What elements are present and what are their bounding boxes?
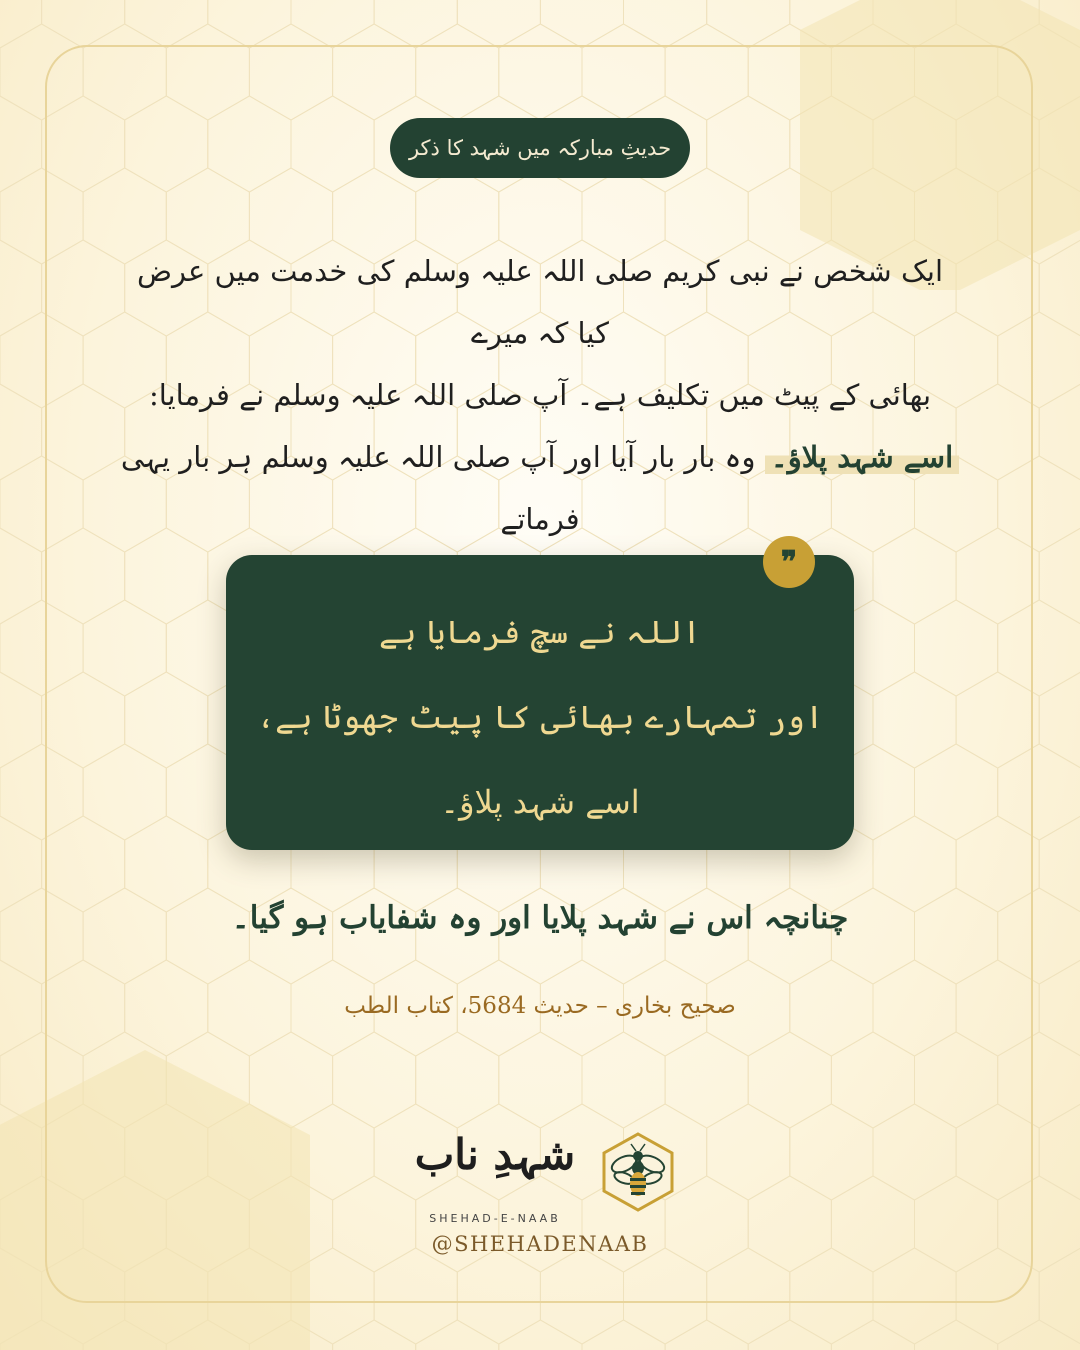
narration-line-2: بھائی کے پیٹ میں تکلیف ہے۔ آپ صلی اللہ علیہ وسلم نے فرمایا: — [148, 378, 932, 412]
honeycomb-cell — [1039, 384, 1080, 480]
narration-line-1: ایک شخص نے نبی کریم صلی اللہ علیہ وسلم کی خدمت میں عرض کیا کہ میرے — [136, 254, 944, 350]
honeycomb-cell — [624, 0, 707, 48]
honeycomb-cell — [998, 1320, 1080, 1350]
honeycomb-cell — [0, 960, 42, 1056]
quote-line-1: اللہ نے سچ فرمایا ہے — [379, 613, 701, 651]
narration-line-3-rest: وہ بار بار آیا اور آپ صلی اللہ علیہ وسلم ہر بار یہی فرماتے — [120, 440, 756, 536]
honeycomb-cell — [457, 0, 540, 48]
honeycomb-cell — [374, 0, 457, 48]
honeycomb-cell — [540, 0, 623, 48]
hadith-reference: صحیح بخاری – حدیث 5684، کتاب الطب — [344, 993, 736, 1019]
honeycomb-cell — [291, 0, 374, 48]
title-badge: حدیثِ مبارکہ میں شہد کا ذکر — [390, 118, 690, 178]
honeycomb-cell — [0, 96, 42, 192]
honeycomb-cell — [915, 1320, 998, 1350]
brand-name-urdu: شہدِ ناب — [414, 1130, 576, 1179]
honeycomb-cell — [582, 1320, 665, 1350]
honeycomb-cell — [1039, 816, 1080, 912]
honeycomb-cell — [0, 528, 42, 624]
narration-line-3 — [120, 426, 960, 550]
honeycomb-cell — [748, 1320, 831, 1350]
brand-name-latin: SHEHAD-E-NAAB — [429, 1212, 561, 1225]
honeycomb-cell — [125, 0, 208, 48]
quote-mark-icon: ❞ — [763, 536, 815, 588]
honeycomb-cell — [665, 1320, 748, 1350]
conclusion-text: چنانچہ اس نے شہد پلایا اور وہ شفایاب ہو گیا۔ — [231, 900, 849, 936]
honeycomb-cell — [707, 0, 790, 48]
social-handle: @SHEHADENAAB — [431, 1232, 649, 1256]
honeycomb-cell — [208, 0, 291, 48]
honeycomb-cell — [0, 384, 42, 480]
honeycomb-cell — [831, 1320, 914, 1350]
honeycomb-cell — [0, 672, 42, 768]
honeycomb-cell — [1039, 672, 1080, 768]
quote-line-2: اور تمہارے بھائی کا پیٹ جھوٹا ہے، — [256, 698, 824, 736]
honeycomb-cell — [416, 1320, 499, 1350]
bee-icon — [600, 1132, 676, 1212]
honeycomb-cell — [1039, 1248, 1080, 1344]
highlighted-phrase: اسے شہد پلاؤ۔ — [765, 440, 959, 474]
honeycomb-cell — [499, 1320, 582, 1350]
quote-line-3: اسے شہد پلاؤ۔ — [440, 783, 640, 821]
honeycomb-cell — [0, 0, 42, 48]
honeycomb-cell — [42, 0, 125, 48]
honeycomb-cell — [333, 1320, 416, 1350]
quote-text — [226, 590, 854, 845]
honeycomb-cell — [0, 240, 42, 336]
honeycomb-cell — [0, 816, 42, 912]
honeycomb-cell — [1039, 528, 1080, 624]
honeycomb-cell — [1039, 1104, 1080, 1200]
honeycomb-cell — [1039, 960, 1080, 1056]
